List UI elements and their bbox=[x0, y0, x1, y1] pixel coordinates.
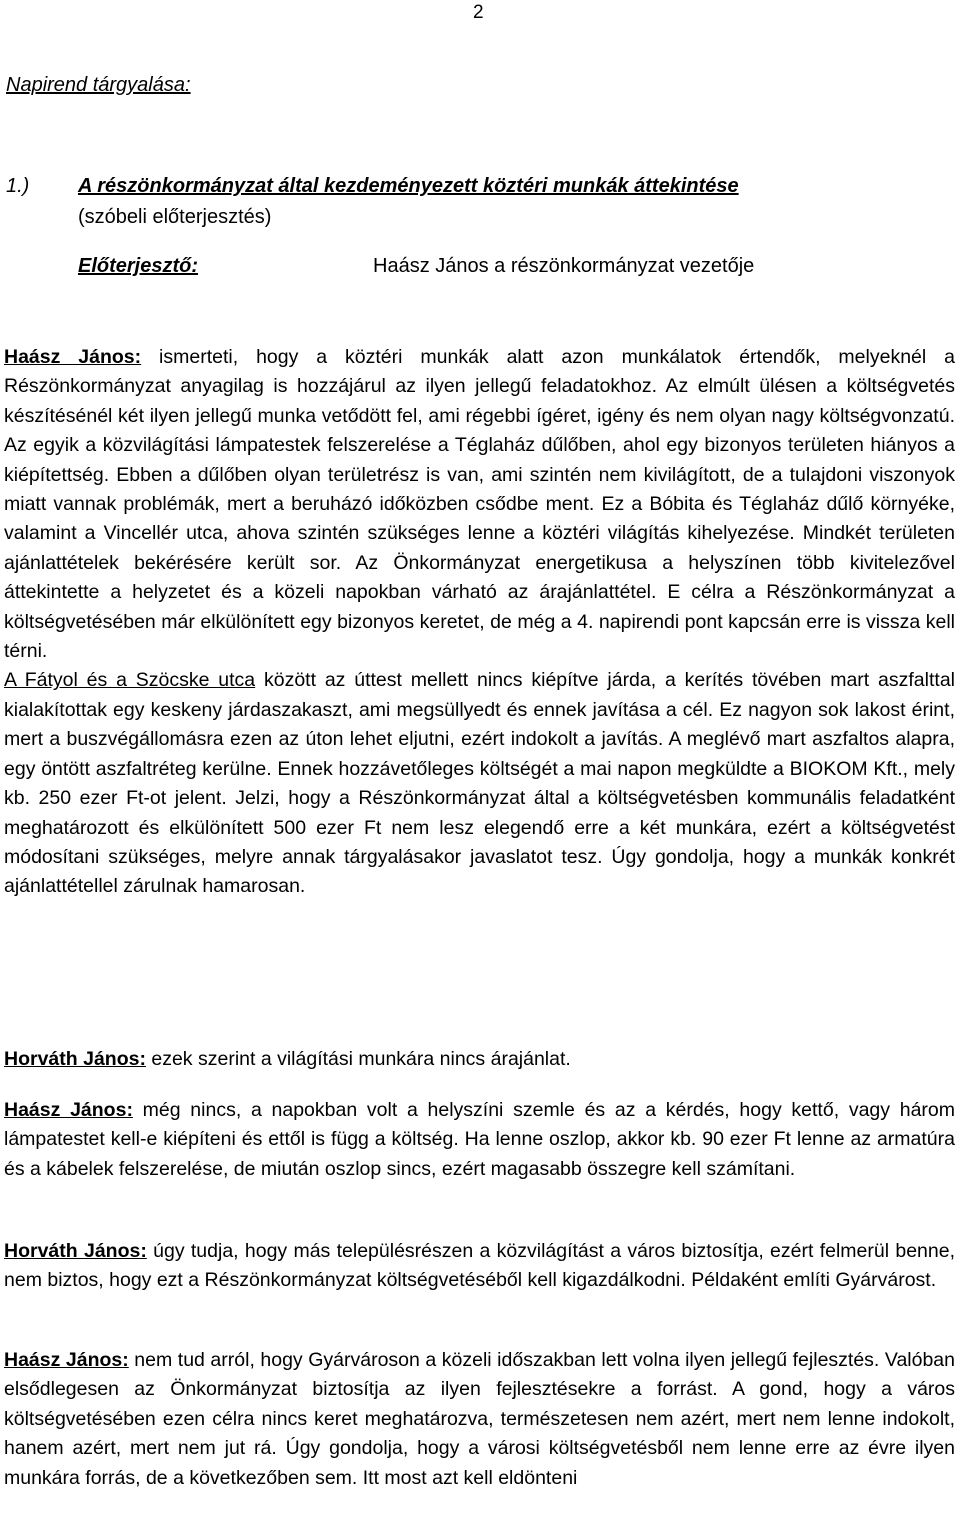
speaker-name: Horváth János: bbox=[4, 1240, 147, 1262]
paragraph-haasz-2 bbox=[4, 1096, 955, 1184]
paragraph-horvath-2 bbox=[4, 1237, 955, 1296]
paragraph-horvath-1 bbox=[4, 1045, 955, 1074]
paragraph-haasz-3 bbox=[4, 1346, 955, 1493]
speaker-name: Horváth János: bbox=[4, 1048, 146, 1070]
paragraph-text: úgy tudja, hogy más településrészen a közvilágítást a város biztosítja, ezért felmerül benne, nem biztos, hogy ezt a Részönkormányzat költségvetéséből kell kigazdálkodni. Példaként említi Gyárvárost. bbox=[4, 1240, 955, 1292]
paragraph-text: között az úttest mellett nincs kiépítve járda, a kerítés tövében mart aszfalttal kialakítottak egy keskeny járdaszakaszt, ami megsüllyedt és ennek javítása a cél. Ez nagyon sok lakost érint, mert a buszvégállomásra ezen az úton lehet eljutni, ezért indokolt a javítás. A meglévő mart aszfaltos alapra, egy öntött aszfaltréteg kerülne. Ennek hozzávetőleges költségét a mai napon megküldte a BIOKOM Kft., mely kb. 250 ezer Ft-ot jelent. Jelzi, hogy a Részönkormányzat által a költségvetésben kommunális feladatként meghatározott és elkülönített 500 ezer Ft nem lesz elegendő erre a két munkára, ezért a költségvetést módosítani szükséges, melyre annak tárgyalásakor javaslatot tesz. Úgy gondolja, hogy a munkák konkrét ajánlattétellel zárulnak hamarosan. bbox=[4, 669, 955, 898]
paragraph-text: ismerteti, hogy a köztéri munkák alatt azon munkálatok értendők, melyeknél a Részönkormányzat anyagilag is hozzájárul az ilyen jellegű feladatokhoz. Az elmúlt ülésen a költségvetés készítésénél két ilyen jellegű munka vetődött fel, ami régebbi ígéret, igény és nem olyan nagy költségvonzatú. Az egyik a közvilágítási lámpatestek felszerelése a Téglaház dűlőben, ahol egy bizonyos területen hiányos a kiépítettség. Ebben a dűlőben olyan területrész is van, ami szintén nem kivilágított, de a tulajdoni viszonyok miatt vannak problémák, mert a beruházó időközben csődbe ment. Ez a Bóbita és Téglaház dűlő környéke, valamint a Vincellér utca, ahova szintén szükséges lenne a köztéri világítás kihelyezése. Mindkét területen ajánlattételek bekérésére került sor. Az Önkormányzat energetikusa a helyszínen több kivitelezővel áttekintette a helyzetet és a közeli napokban várható az árajánlattétel. E célra a Részönkormányzat a költségvetésében már elkülönített egy bizonyos keretet, de még a 4. napirendi pont kapcsán erre is vissza kell térni. bbox=[4, 346, 955, 663]
agenda-item-title: A részönkormányzat által kezdeményezett köztéri munkák áttekintése bbox=[78, 175, 739, 197]
street-reference: A Fátyol és a Szöcske utca bbox=[4, 669, 256, 692]
speaker-name: Haász János: bbox=[4, 346, 142, 368]
paragraph-text: még nincs, a napokban volt a helyszíni szemle és az a kérdés, hogy kettő, vagy három lámpatestet kell-e kiépíteni és ettől is függ a költség. Ha lenne oszlop, akkor kb. 90 ezer Ft lenne az armatúra és a kábelek felszerelése, de miután oszlop sincs, ezért magasabb összegre kell számítani. bbox=[4, 1099, 955, 1180]
presenter-label: Előterjesztő: bbox=[78, 255, 199, 277]
paragraph-haasz-1 bbox=[4, 343, 955, 902]
page-number: 2 bbox=[473, 2, 484, 23]
presenter-value: Haász János a részönkormányzat vezetője bbox=[373, 255, 755, 277]
speaker-name: Haász János: bbox=[4, 1349, 129, 1371]
agenda-heading: Napirend tárgyalása: bbox=[6, 74, 191, 96]
paragraph-text: nem tud arról, hogy Gyárvároson a közeli időszakban lett volna ilyen jellegű fejlesztés. Valóban elsődlegesen az Önkormányzat biztosítja az ilyen fejlesztésekre a forrást. A gond, hogy a város költségvetésében ezen célra nincs keret meghatározva, természetesen nem azért, mert nem lenne indokolt, hanem azért, mert nem jut rá. Úgy gondolja, hogy a városi költségvetésből nem lenne erre az évre ilyen munkára forrás, de a következőben sem. Itt most azt kell eldönteni bbox=[4, 1349, 955, 1489]
agenda-item-subtitle: (szóbeli előterjesztés) bbox=[78, 206, 272, 228]
agenda-item-number: 1.) bbox=[6, 175, 30, 197]
paragraph-text: ezek szerint a világítási munkára nincs árajánlat. bbox=[145, 1048, 571, 1070]
speaker-name: Haász János: bbox=[4, 1099, 133, 1121]
